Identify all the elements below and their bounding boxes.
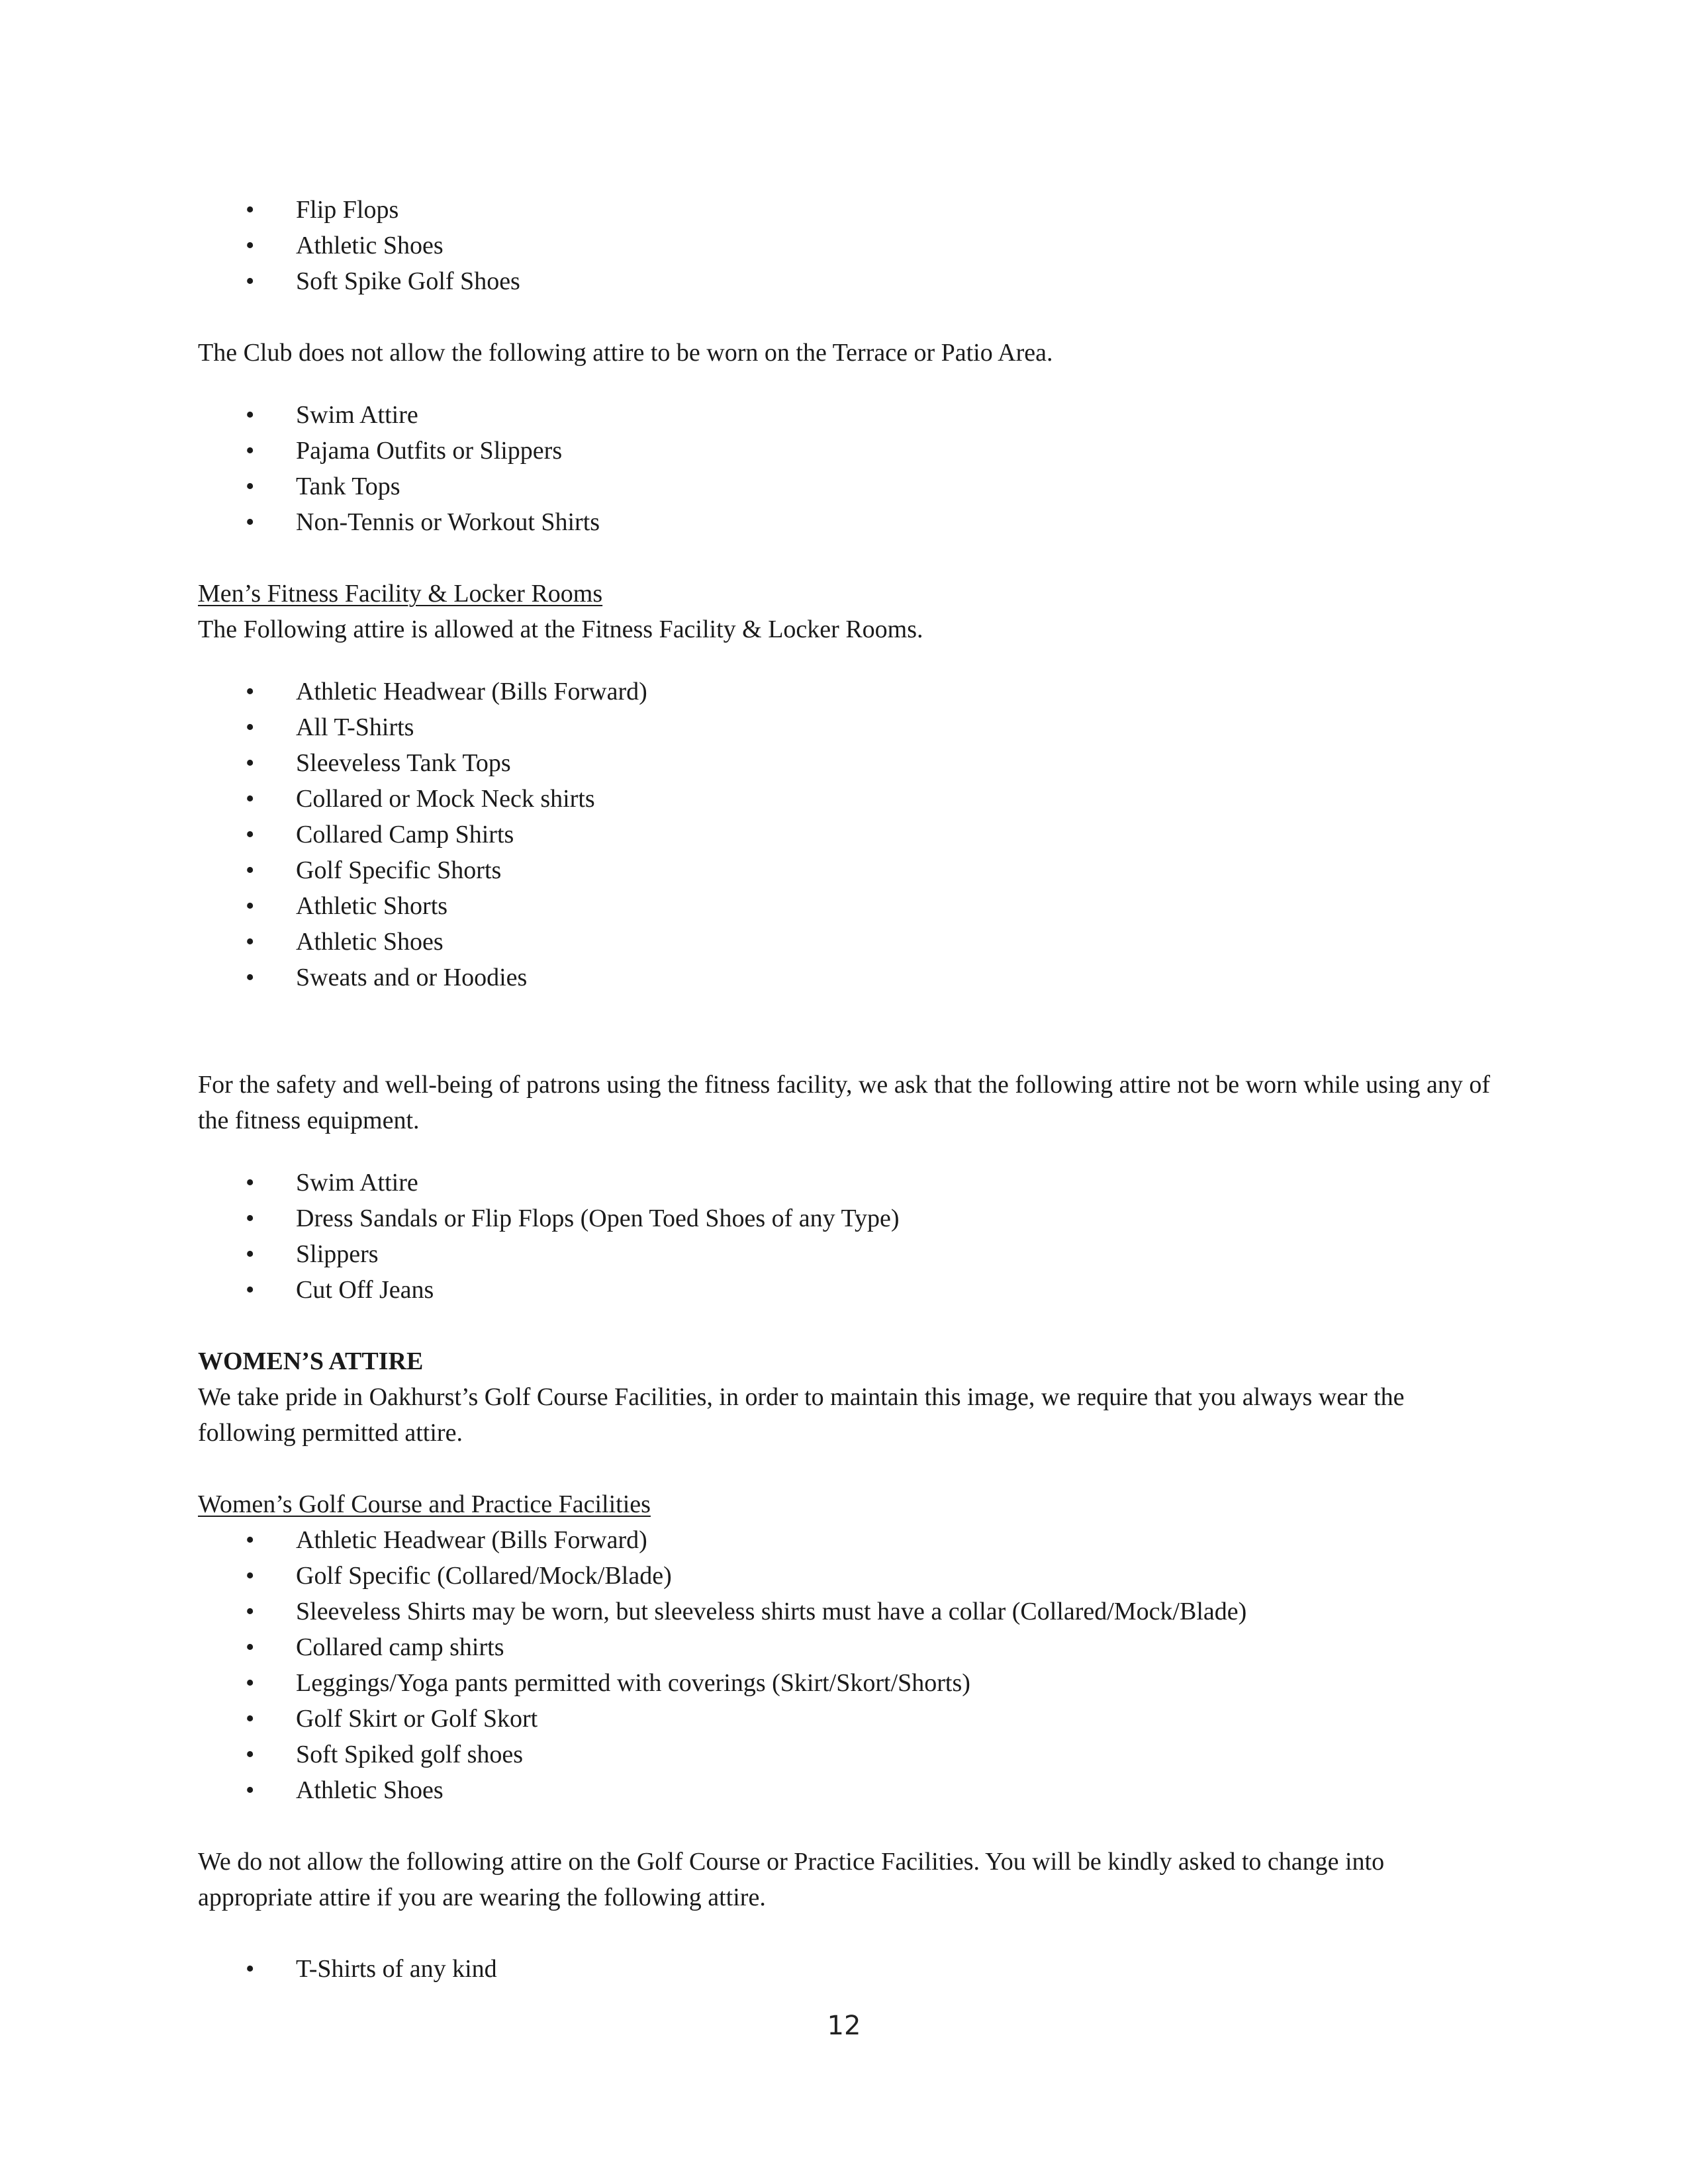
- terrace-intro: The Club does not allow the following attire to be worn on the Terrace or Patio Area.: [198, 339, 1053, 367]
- womens-golf-list: [198, 1522, 1495, 1808]
- list-item: • Athletic Shoes: [198, 924, 1495, 960]
- list-item: • Leggings/Yoga pants permitted with coverings (Skirt/Skort/Shorts): [198, 1665, 1495, 1701]
- list-item: • T-Shirts of any kind: [198, 1951, 1495, 1987]
- mens-fitness-list: [198, 674, 1495, 995]
- mens-fitness-heading: Men’s Fitness Facility & Locker Rooms: [198, 580, 603, 608]
- womens-attire-heading: WOMEN’S ATTIRE: [198, 1347, 424, 1375]
- list-item: • Athletic Shorts: [198, 888, 1495, 924]
- list-item: • Slippers: [198, 1236, 1495, 1272]
- list-item: • All T-Shirts: [198, 709, 1495, 745]
- list-item: • Athletic Shoes: [198, 228, 1495, 263]
- page-number: 12: [827, 2011, 861, 2041]
- fitness-safety-intro: For the safety and well-being of patrons using the fitness facility, we ask that the following attire not be worn while using any of the fitness equipment.: [198, 1071, 1490, 1134]
- list-item: • Non-Tennis or Workout Shirts: [198, 504, 1495, 540]
- list-item: • Pajama Outfits or Slippers: [198, 433, 1495, 469]
- list-item: • Athletic Headwear (Bills Forward): [198, 1522, 1495, 1558]
- list-item: • Flip Flops: [198, 192, 1495, 228]
- womens-not-allowed-list: [198, 1951, 1495, 1987]
- list-item: • Athletic Shoes: [198, 1772, 1495, 1808]
- list-item: • Collared or Mock Neck shirts: [198, 781, 1495, 817]
- list-item: • Soft Spike Golf Shoes: [198, 263, 1495, 299]
- list-item: • Cut Off Jeans: [198, 1272, 1495, 1308]
- womens-attire-intro: We take pride in Oakhurst’s Golf Course Facilities, in order to maintain this image, we require that you always wear the following permitted attire.: [198, 1383, 1405, 1447]
- list-item: • Collared camp shirts: [198, 1629, 1495, 1665]
- list-item: • Sleeveless Tank Tops: [198, 745, 1495, 781]
- list-item: • Soft Spiked golf shoes: [198, 1737, 1495, 1772]
- list-item: • Sweats and or Hoodies: [198, 960, 1495, 995]
- list-item: • Tank Tops: [198, 469, 1495, 504]
- footwear-list: [198, 192, 1495, 299]
- page-content: [198, 192, 1495, 1987]
- list-item: • Collared Camp Shirts: [198, 817, 1495, 852]
- list-item: • Sleeveless Shirts may be worn, but sleeveless shirts must have a collar (Collared/Mock/Blade): [198, 1594, 1495, 1629]
- list-item: • Golf Skirt or Golf Skort: [198, 1701, 1495, 1737]
- list-item: • Swim Attire: [198, 1165, 1495, 1201]
- fitness-safety-list: [198, 1165, 1495, 1308]
- list-item: • Golf Specific Shorts: [198, 852, 1495, 888]
- terrace-list: [198, 397, 1495, 540]
- mens-fitness-intro: The Following attire is allowed at the Fitness Facility & Locker Rooms.: [198, 615, 923, 643]
- list-item: • Golf Specific (Collared/Mock/Blade): [198, 1558, 1495, 1594]
- womens-not-allowed-intro: We do not allow the following attire on the Golf Course or Practice Facilities. You will be kindly asked to change into appropriate attire if you are wearing the following attire.: [198, 1848, 1385, 1911]
- list-item: • Swim Attire: [198, 397, 1495, 433]
- list-item: • Athletic Headwear (Bills Forward): [198, 674, 1495, 709]
- womens-golf-heading: Women’s Golf Course and Practice Facilities: [198, 1490, 651, 1518]
- list-item: • Dress Sandals or Flip Flops (Open Toed Shoes of any Type): [198, 1201, 1495, 1236]
